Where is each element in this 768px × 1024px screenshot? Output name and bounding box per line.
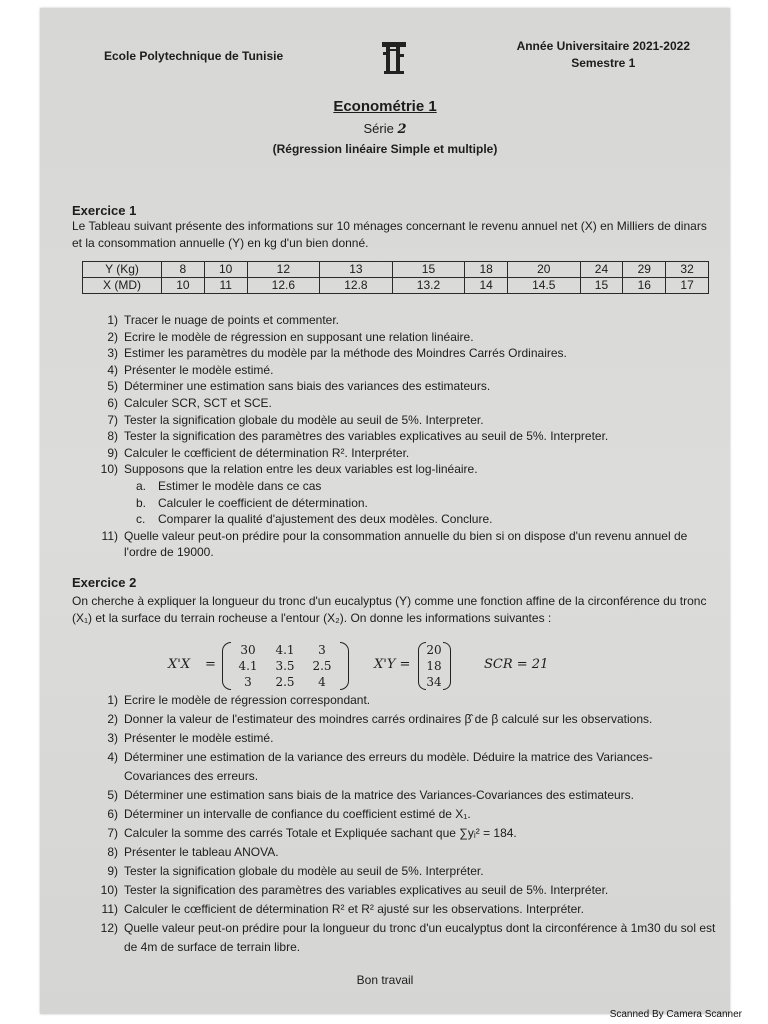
question-item: 7) Tester la signification globale du modèle au seuil de 5%. Interpreter. [107, 412, 484, 427]
matrix-cell: 30 [240, 643, 256, 657]
question-item: 1) Ecrire le modèle de régression correspondant. [107, 693, 371, 707]
matrix-cell: 3 [244, 675, 252, 689]
question-item: 1) Tracer le nuage de points et commenter. [107, 313, 340, 327]
question-item: 11) Calculer le cœfficient de détermination R² et R² ajusté sur les observations. Interpréter. [101, 902, 584, 916]
question-item: 8) Présenter le tableau ANOVA. [107, 845, 279, 859]
table-row-x [83, 278, 709, 294]
table-cell: 24 [580, 262, 623, 278]
matrix-cell: 20 [426, 643, 442, 657]
table-cell: 16 [623, 278, 666, 294]
matrix-cell: 4 [318, 675, 326, 689]
question-item: 12) Quelle valeur peut-on prédire pour la longueur du tronc d'un eucalyptus dont la circonférence à 1m30 du sol est de 4m de surface de terrain libre. [100, 921, 716, 954]
question-item: 5) Déterminer une estimation sans biais des variances des estimateurs. [107, 379, 491, 394]
table-cell: 10 [204, 262, 247, 278]
matrix-cell: 4.1 [275, 643, 295, 657]
table-cell: 12 [247, 262, 320, 278]
matrix-cell: 2.5 [312, 659, 332, 673]
sub-question-item: c. Comparer la qualité d'ajustement des deux modèles. Conclure. [136, 512, 493, 527]
question-item: 11) Quelle valeur peut-on prédire pour la consommation annuelle du bien si on dispose d'un revenu annuel de l'ordre de 19000. [101, 528, 688, 560]
question-item: 9) Calculer le cœfficient de détermination R². Interpréter. [107, 445, 410, 460]
serie-label: Série [363, 121, 394, 136]
serie-line [40, 121, 730, 137]
scanner-watermark: Scanned By Camera Scanner [609, 1009, 742, 1020]
exercise-2-questions [88, 691, 718, 957]
xy-matrix-right-paren [443, 642, 451, 690]
question-item: 5) Déterminer une estimation sans biais de la matrice des Variances-Covariances des estimateurs. [107, 788, 635, 802]
exercise-1-intro: Le Tableau suivant présente des informations sur 10 ménages concernant le revenu annuel net (X) en Milliers de dinars et la consommation annuelle (Y) en kg d'un bien donné. [72, 219, 707, 250]
title-block [40, 98, 730, 156]
table-row-y [83, 262, 709, 278]
serie-subtitle: (Régression linéaire Simple et multiple) [272, 142, 498, 156]
question-item: 10) Tester la signification des paramètres des variables explicatives au seuil de 5%. Interpréter. [100, 883, 609, 897]
xy-matrix-label: X'Y = [374, 657, 411, 672]
question-item: 8) Tester la signification des paramètres des variables explicatives au seuil de 5%. Interpreter. [107, 429, 609, 444]
school-logo-icon [380, 40, 408, 76]
data-table [82, 261, 709, 294]
table-cell: 11 [204, 278, 247, 294]
question-item: 4) Déterminer une estimation de la variance des erreurs du modèle. Déduire la matrice des Variances-Covariances des erreurs. [107, 750, 653, 783]
question-item: 7) Calculer la somme des carrés Totale et Expliquée sachant que ∑yᵢ² = 184. [107, 826, 517, 840]
course-title: Econométrie 1 [333, 98, 437, 115]
xx-matrix [230, 642, 340, 690]
table-cell: 10 [162, 278, 205, 294]
question-item: 2) Donner la valeur de l'estimateur des moindres carrés ordinaires β̂ de β calculé sur les observations. [107, 712, 653, 726]
table-cell: 32 [666, 262, 709, 278]
table-cell: 14.5 [508, 278, 581, 294]
xy-matrix [424, 642, 444, 690]
question-item: 4) Présenter le modèle estimé. [107, 362, 274, 377]
row-header-y: Y (Kg) [83, 262, 162, 278]
question-item: 2) Ecrire le modèle de régression en supposant une relation linéaire. [107, 329, 474, 344]
table-cell: 17 [666, 278, 709, 294]
sub-question-item: a. Estimer le modèle dans ce cas [136, 478, 322, 493]
academic-year: Année Universitaire 2021-2022 [516, 39, 690, 53]
question-item: 10) Supposons que la relation entre les deux variables est log-linéaire. [100, 462, 478, 477]
xx-equals-sign: = [205, 657, 216, 672]
scanned-page [40, 8, 730, 1014]
matrix-cell: 34 [426, 675, 442, 689]
table-cell: 29 [623, 262, 666, 278]
closing-text: Bon travail [356, 973, 414, 987]
exercise-1-questions [88, 312, 718, 561]
matrix-cell: 18 [426, 659, 442, 673]
table-cell: 15 [580, 278, 623, 294]
xx-matrix-label: X'X [168, 657, 191, 672]
question-item: 3) Estimer les paramètres du modèle par la méthode des Moindres Carrés Ordinaires. [107, 346, 567, 361]
question-item: 6) Déterminer un intervalle de confiance du coefficient estimé de X₁. [107, 807, 471, 821]
table-cell: 12.8 [320, 278, 393, 294]
academic-year-block [517, 38, 690, 72]
exercise-2-intro: On cherche à expliquer la longueur du tronc d'un eucalyptus (Y) comme une fonction affine de la circonférence du tronc (X₁) et la surface du terrain rocheuse a l'entour (X₂). On donne les informations suivantes : [72, 594, 707, 625]
question-item: 3) Présenter le modèle estimé. [107, 731, 274, 745]
exercise-2-title: Exercice 2 [72, 575, 137, 590]
semester: Semestre 1 [571, 56, 636, 70]
serie-number: 2 [397, 122, 407, 137]
matrix-equations [160, 640, 560, 690]
table-cell: 15 [392, 262, 465, 278]
table-cell: 12.6 [247, 278, 320, 294]
matrix-cell: 3.5 [275, 659, 295, 673]
matrix-cell: 4.1 [238, 659, 258, 673]
table-cell: 13.2 [392, 278, 465, 294]
table-cell: 18 [465, 262, 508, 278]
school-name: Ecole Polytechnique de Tunisie [104, 49, 284, 63]
table-cell: 8 [162, 262, 205, 278]
matrix-cell: 3 [318, 643, 326, 657]
table-cell: 13 [320, 262, 393, 278]
row-header-x: X (MD) [83, 278, 162, 294]
sub-question-item: b. Calculer le coefficient de détermination. [136, 495, 368, 510]
exercise-1-title: Exercice 1 [72, 203, 137, 218]
table-cell: 20 [508, 262, 581, 278]
matrix-cell: 2.5 [275, 675, 295, 689]
question-item: 9) Tester la signification globale du modèle au seuil de 5%. Interpréter. [107, 864, 484, 878]
question-item: 6) Calculer SCR, SCT et SCE. [107, 395, 272, 410]
table-cell: 14 [465, 278, 508, 294]
xx-matrix-right-paren [340, 642, 349, 690]
scr-value: SCR = 21 [484, 657, 549, 672]
